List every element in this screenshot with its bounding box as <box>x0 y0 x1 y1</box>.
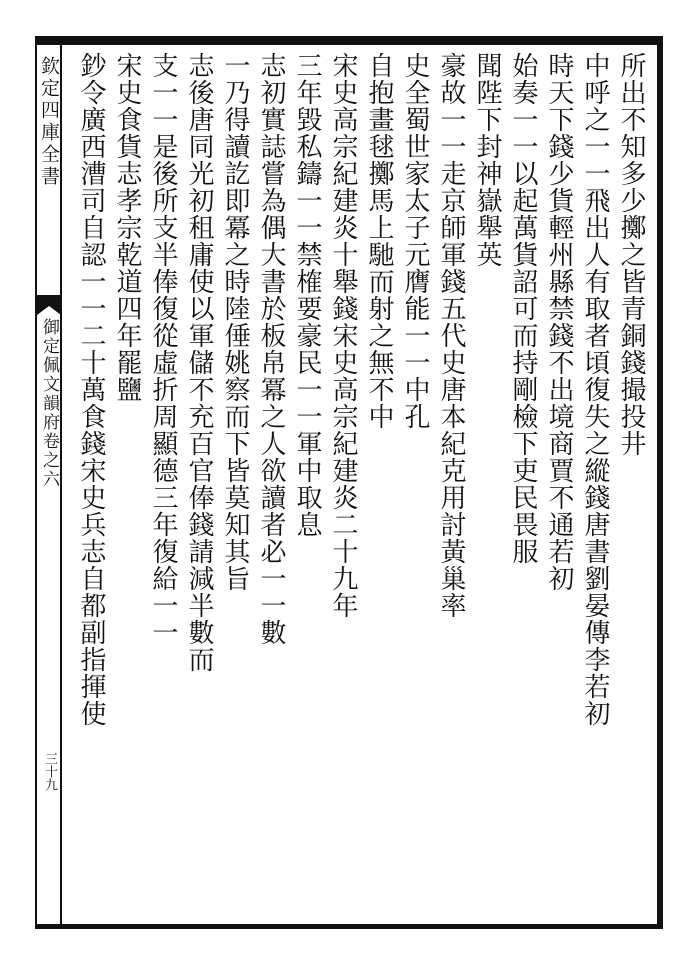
text-column: 志後唐同光初租庸使以軍儲不充百官俸錢請減半數而 <box>184 52 214 673</box>
fish-tail-mark <box>37 295 61 315</box>
text-column: 自抱畫毬擲馬上馳而射之無不中 <box>364 52 394 430</box>
text-column: 志初實誌嘗為偶大書於板帛冪之人欲讀者必一一數 <box>256 52 286 646</box>
text-column: 時天下錢少貨輕州縣禁錢不出境商賈不通若初 <box>544 52 574 592</box>
left-border-rule <box>35 36 37 929</box>
page-number: 三十九 <box>42 752 57 791</box>
text-column: 所出不知多少擲之皆青銅錢撮投井 <box>616 52 646 457</box>
text-column: 宋史食貨志孝宗乾道四年罷鹽 <box>112 52 142 403</box>
book-title: 御定佩文韻府卷之六 <box>39 318 59 489</box>
bottom-border-rule <box>35 924 663 929</box>
text-column: 聞陛下封神嶽舉英 <box>472 52 502 268</box>
text-column: 鈔令廣西漕司自認一一二十萬食錢宋史兵志自都副指揮使 <box>76 52 106 727</box>
text-column: 宋史高宗紀建炎十舉錢宋史高宗紀建炎二十九年 <box>328 52 358 619</box>
right-border-rule <box>657 36 663 929</box>
text-column: 三年毀私鑄一一禁榷要豪民一一軍中取息 <box>292 52 322 538</box>
page-title: 欽定四庫全書 <box>38 56 60 188</box>
text-column: 一乃得讀訖即冪之時陸倕姚察而下皆莫知其旨 <box>220 52 250 592</box>
text-column: 豪故一一走京師軍錢五代史唐本紀克用討黃巢率 <box>436 52 466 619</box>
text-column: 支一一是後所支半俸復從虛折周顯德三年復給一一 <box>148 52 178 646</box>
text-column: 中呼之一一飛出人有取者頃復失之縱錢唐書劉晏傳李若初 <box>580 52 610 727</box>
text-column: 史全蜀世家太子元膺能一一中孔 <box>400 52 430 430</box>
text-column: 始奏一一以起萬貨詔可而持剛檢下吏民畏服 <box>508 52 538 565</box>
top-border-rule <box>35 36 663 45</box>
margin-divider-rule <box>60 45 62 925</box>
